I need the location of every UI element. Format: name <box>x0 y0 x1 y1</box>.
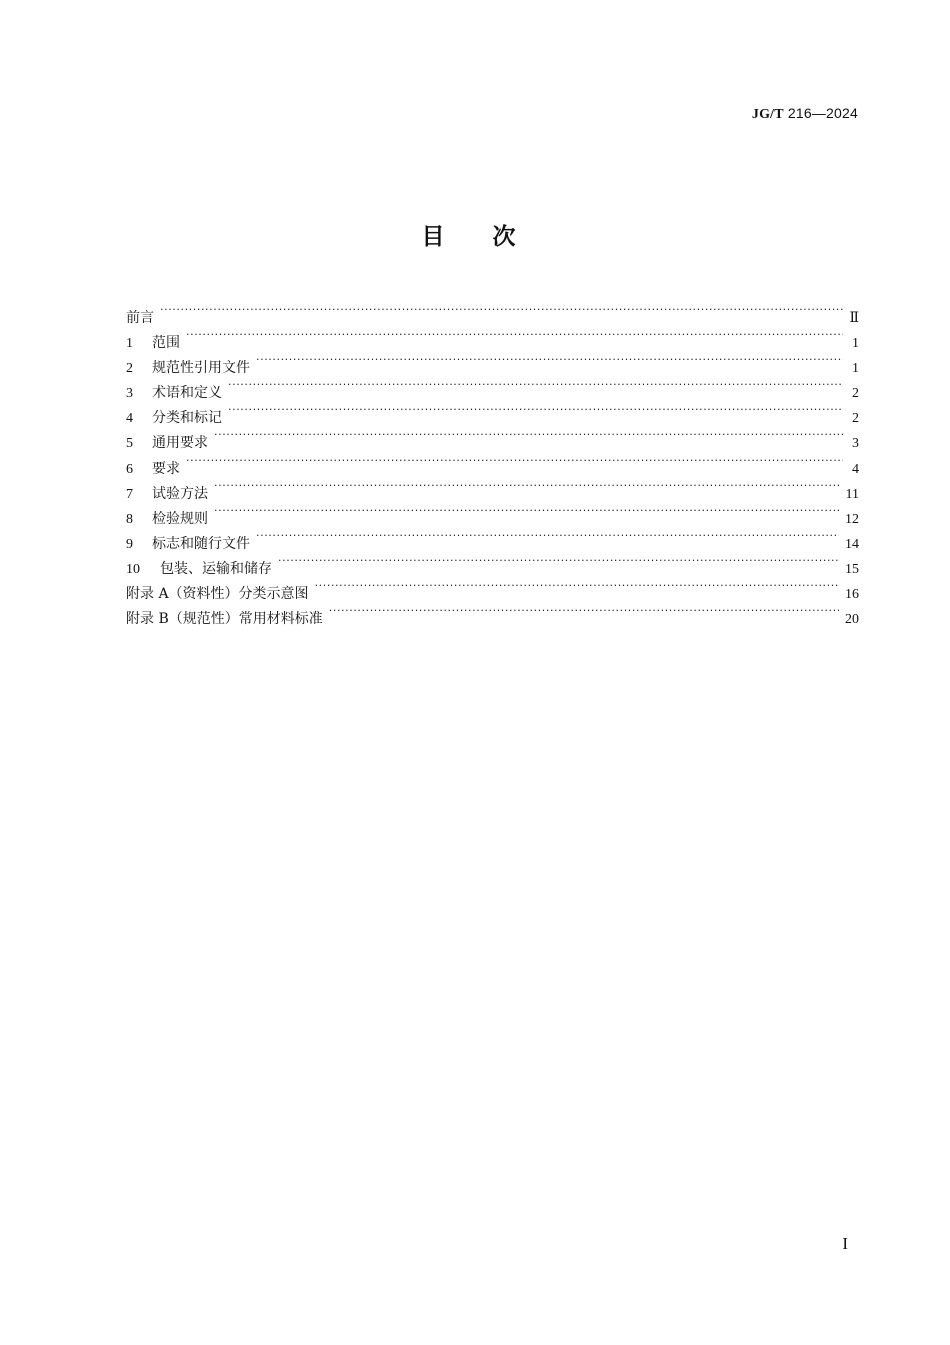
toc-entry-label: 附录 A（资料性）分类示意图 <box>126 586 309 603</box>
page-number: I <box>842 1234 848 1253</box>
toc-entry-5[interactable] <box>126 422 859 452</box>
toc-entry-number: 4 <box>126 411 133 427</box>
toc-entry-3[interactable] <box>126 372 859 402</box>
toc-entry-page: 3 <box>852 436 859 452</box>
toc-entry-label: 包装、运输和储存 <box>160 560 272 577</box>
toc-entry-page: 15 <box>845 561 859 577</box>
toc-entry-page: 14 <box>845 536 859 552</box>
toc-leader-dots <box>186 448 843 473</box>
toc-entry-label: 要求 <box>152 460 180 477</box>
toc-entry-label: 范围 <box>152 335 180 352</box>
standard-code-number: 216—2024 <box>787 105 858 121</box>
toc-leader-dots <box>256 523 839 548</box>
toc-entry-page: 16 <box>845 587 859 603</box>
toc-entry-label: 检验规则 <box>152 510 208 527</box>
toc-entry-4[interactable] <box>126 397 859 427</box>
page-title: 目次 <box>421 224 564 250</box>
toc-entry-number: 10 <box>126 561 140 577</box>
toc-entry-label: 附录 B（规范性）常用材料标准 <box>126 611 323 628</box>
toc-entry-page: 1 <box>852 336 859 352</box>
toc-leader-dots <box>256 347 843 372</box>
toc-entry-label: 术语和定义 <box>152 385 222 402</box>
toc-entry-7[interactable] <box>126 473 859 502</box>
toc-entry-8[interactable] <box>126 498 859 527</box>
toc-leader-dots <box>228 372 843 397</box>
toc-entry-number: 9 <box>126 536 133 552</box>
toc-entry-2[interactable] <box>126 347 859 377</box>
toc-entry-page: 1 <box>852 361 859 377</box>
toc-leader-dots <box>228 397 843 422</box>
toc-entry-number: 3 <box>126 386 133 402</box>
toc-leader-dots <box>186 322 843 347</box>
toc-entry-page: 4 <box>852 461 859 477</box>
toc-leader-dots <box>278 548 839 573</box>
toc-entry-label: 前言 <box>126 310 154 326</box>
toc-entry-9[interactable] <box>126 523 859 552</box>
toc-entry-label: 通用要求 <box>152 435 208 452</box>
toc-entry-number: 5 <box>126 436 133 452</box>
toc-leader-dots <box>214 498 839 523</box>
toc-entry-page: 2 <box>852 411 859 427</box>
toc-leader-dots <box>160 297 843 322</box>
toc-entry-label: 规范性引用文件 <box>152 360 250 377</box>
toc-entry-label: 分类和标记 <box>152 410 222 427</box>
toc-entry-page: 2 <box>852 386 859 402</box>
toc-entry-number: 7 <box>126 486 133 502</box>
toc-leader-dots <box>329 598 839 623</box>
toc-entry-number: 1 <box>126 336 133 352</box>
standard-code-prefix: JG/T <box>751 107 784 122</box>
toc-leader-dots <box>214 473 840 498</box>
toc-leader-dots <box>315 573 839 598</box>
table-of-contents <box>126 297 859 628</box>
toc-entry-number: 8 <box>126 511 133 527</box>
toc-entry-number: 2 <box>126 361 133 377</box>
toc-entry-label: 标志和随行文件 <box>152 535 250 552</box>
toc-entry-1[interactable] <box>126 322 859 352</box>
toc-entry-number: 6 <box>126 461 133 477</box>
toc-entry-foreword[interactable] <box>126 297 859 326</box>
toc-entry-6[interactable] <box>126 448 859 477</box>
toc-entry-page: 20 <box>845 612 859 628</box>
standard-code <box>752 105 858 123</box>
toc-entry-label: 试验方法 <box>152 485 208 502</box>
toc-entry-page: 11 <box>845 486 859 502</box>
toc-entry-page: Ⅱ <box>849 310 859 326</box>
toc-leader-dots <box>214 422 843 447</box>
toc-entry-page: 12 <box>845 511 859 527</box>
